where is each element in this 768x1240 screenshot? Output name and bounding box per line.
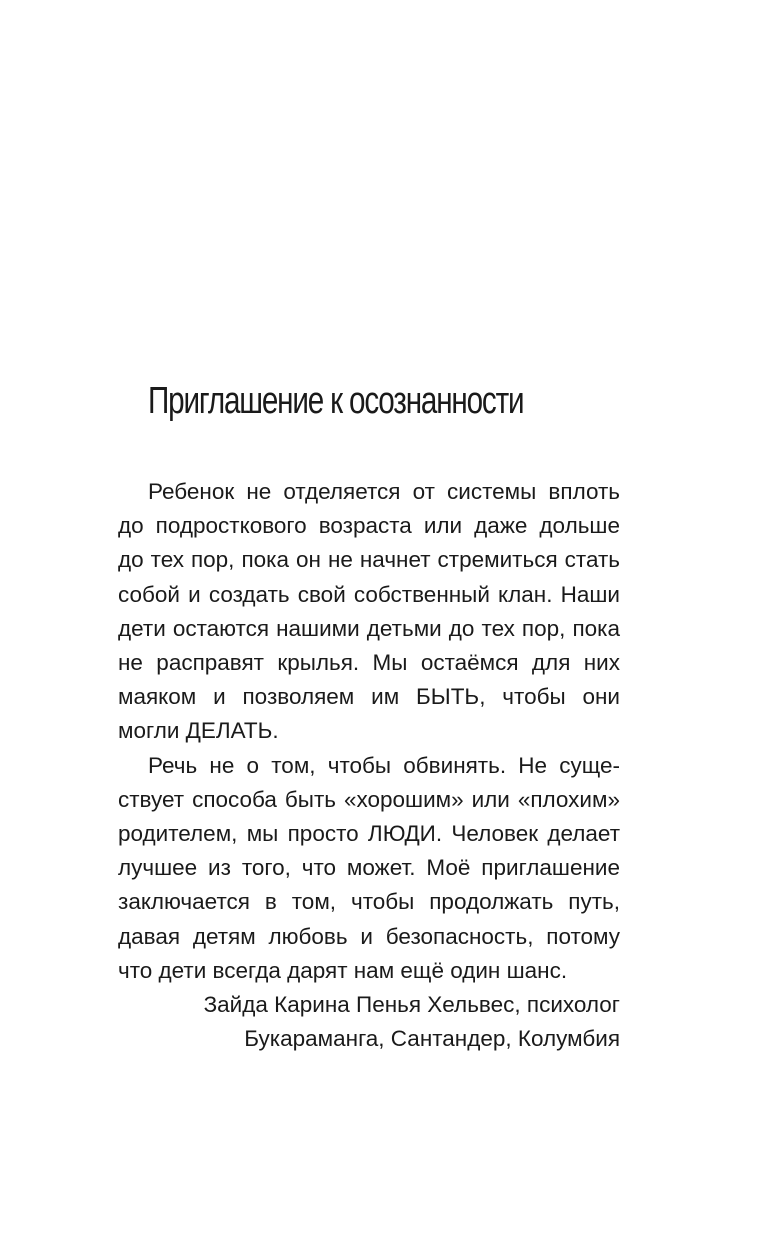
attribution-location: Букараманга, Сантандер, Колумбия <box>244 1026 620 1052</box>
attribution-author: Зайда Карина Пенья Хельвес, психолог <box>203 992 620 1018</box>
paragraph-1: Ребенок не отделяется от системы вплоть до подросткового возраста или даже дольше до тех пор, пока он не начнет стремиться стать собой и создать свой собственный клан. Наши дети остаются нашими детьми до тех пор, пока не расправят крылья. Мы остаёмся для них маяком и позволяем им БЫТЬ, чтобы они могли ДЕЛАТЬ. <box>118 479 620 744</box>
chapter-title: Приглашение к осознанности <box>148 380 524 422</box>
paragraph-2: Речь не о том, чтобы обвинять. Не существует способа быть «хорошим» или «плохим» родителем, мы просто ЛЮДИ. Человек делает лучшее из того, что может. Моё приглашение заключается в том, чтобы продолжать путь, давая детям любовь и безопасность, потому что дети всегда дарят нам ещё один шанс. <box>118 752 620 983</box>
body-text <box>118 475 620 1056</box>
